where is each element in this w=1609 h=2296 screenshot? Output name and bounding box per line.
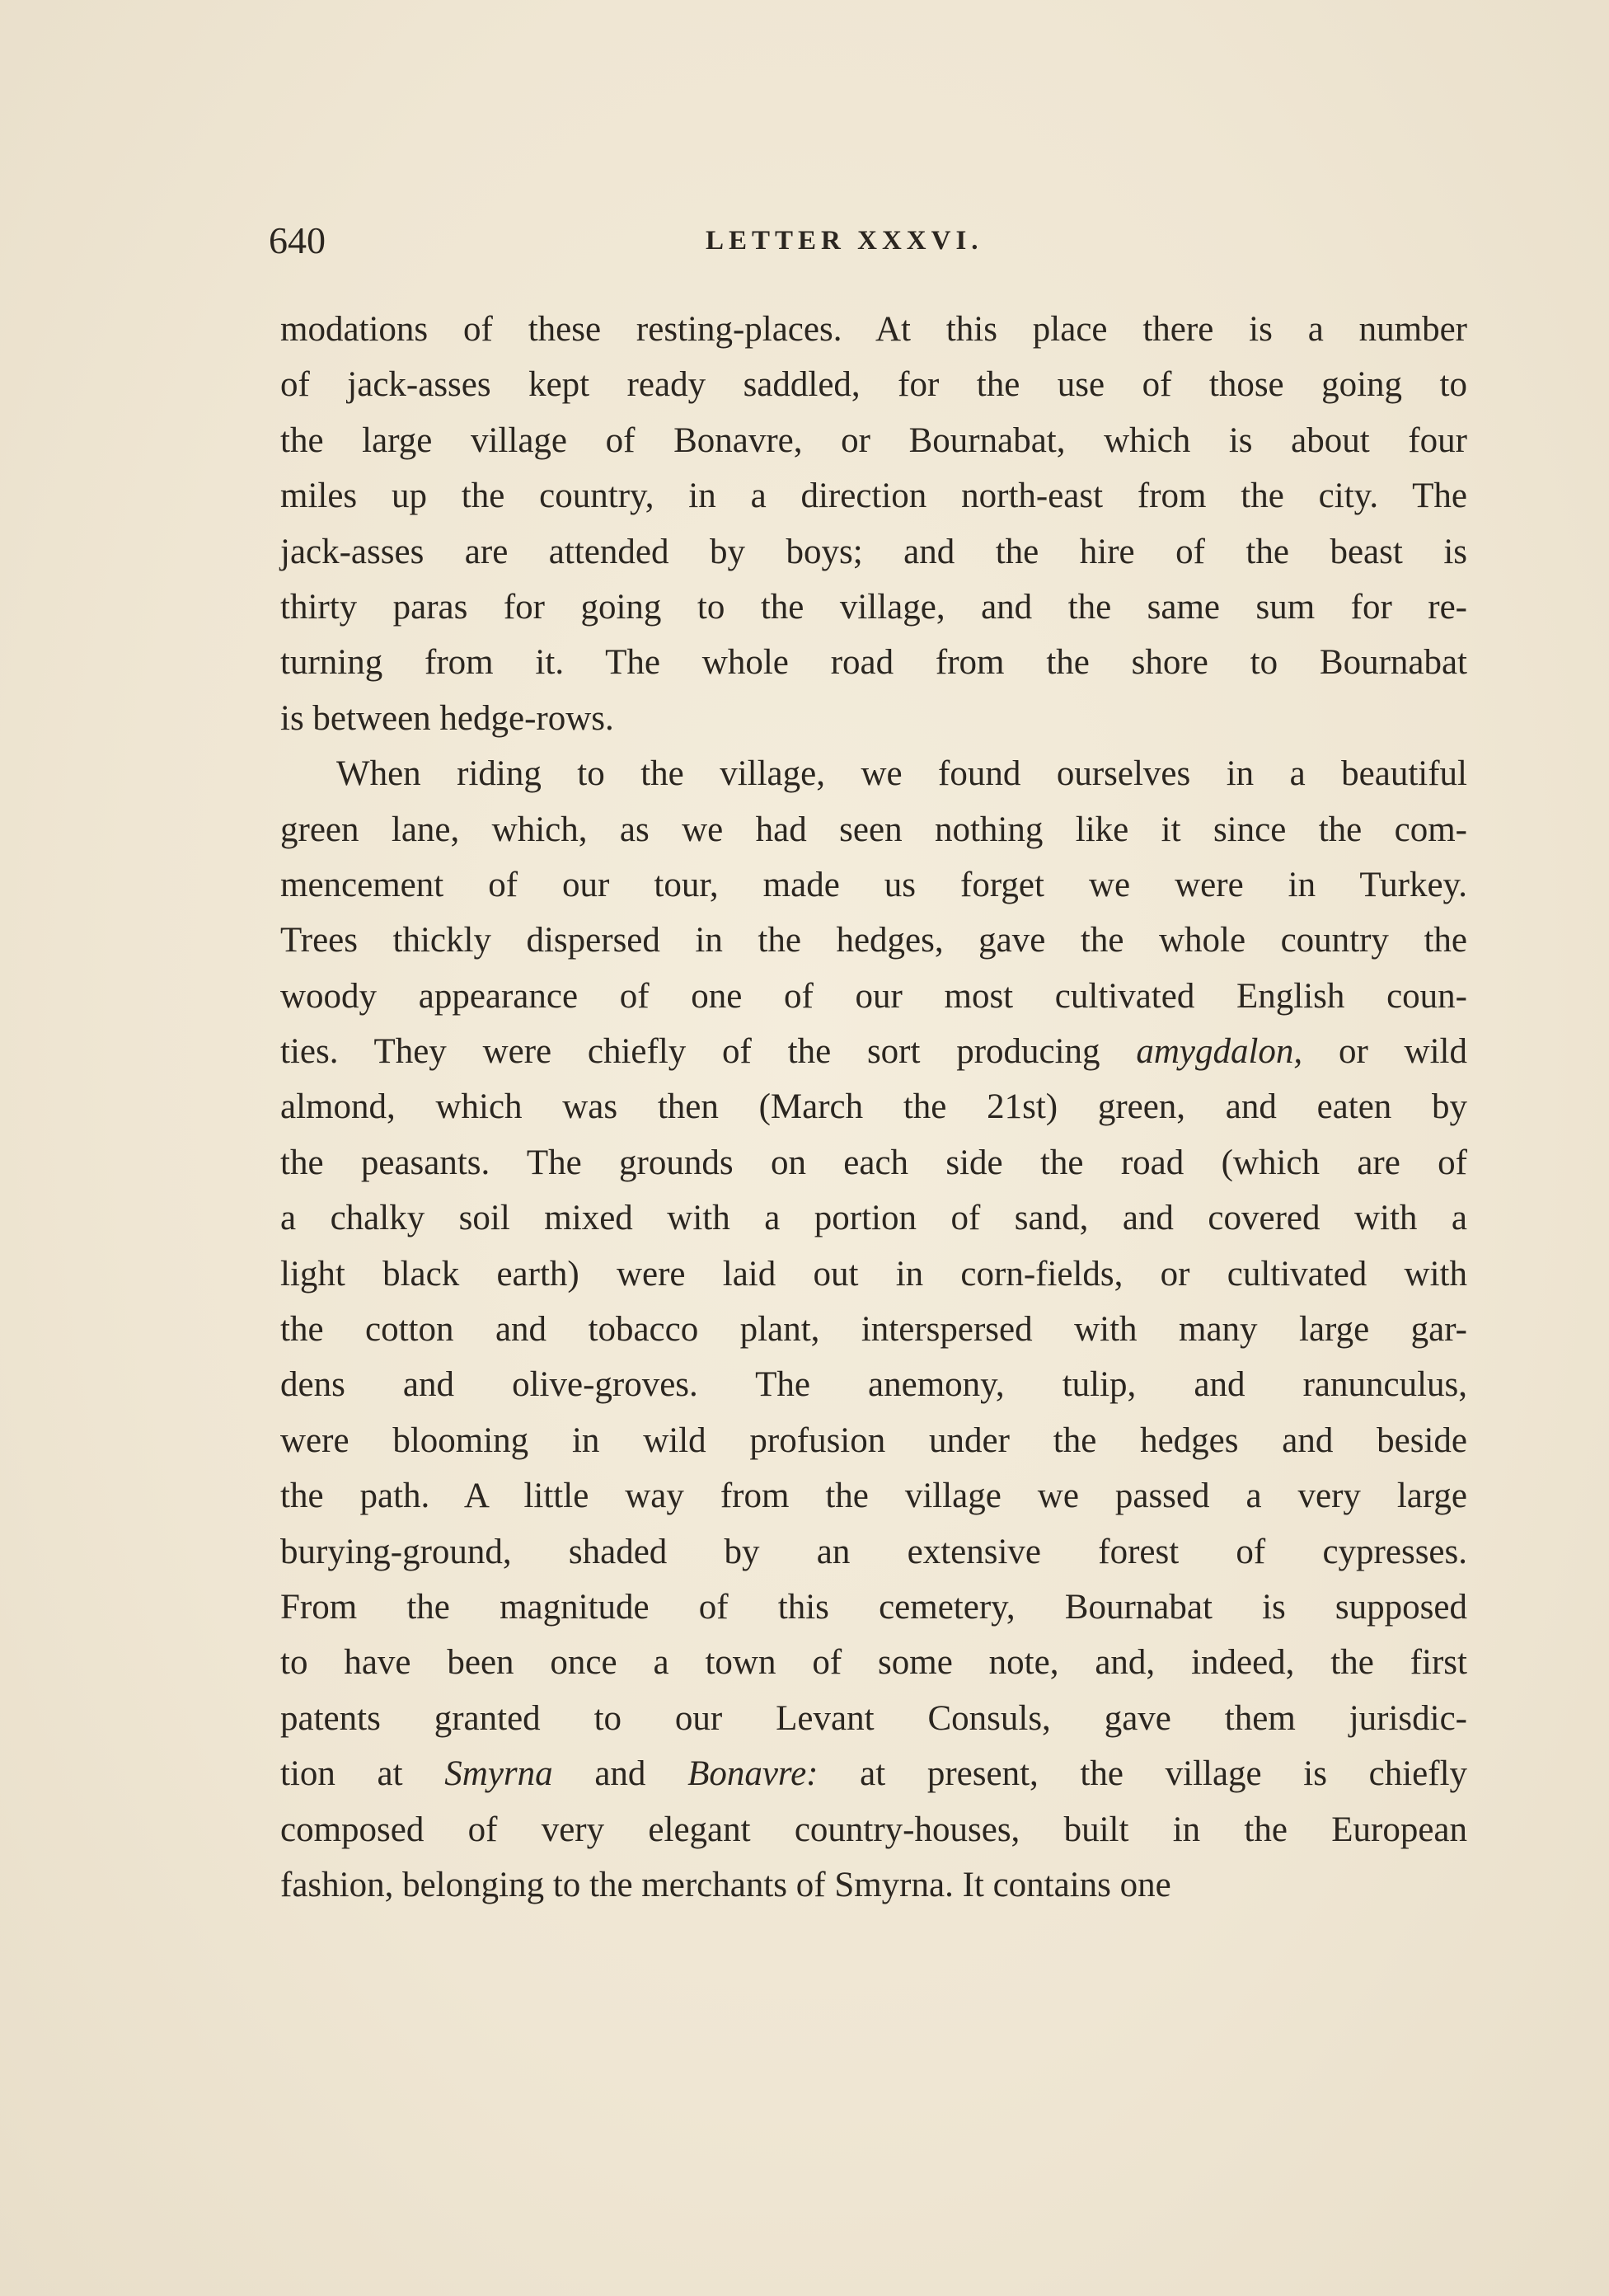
page-header	[269, 216, 1464, 265]
text-line: thirty paras for going to the village, and the same sum for re-	[280, 587, 1467, 627]
text-segment: and	[594, 1754, 646, 1794]
italic-term: amygdalon,	[1136, 1032, 1303, 1072]
text-line: the peasants. The grounds on each side the road (which are of	[280, 1143, 1467, 1182]
text-line: Trees thickly dispersed in the hedges, gave the whole country the	[280, 921, 1467, 960]
text-line: From the magnitude of this cemetery, Bournabat is supposed	[280, 1587, 1467, 1627]
text-segment: at present, the village is chiefly	[860, 1754, 1468, 1794]
page-number: 640	[269, 219, 326, 261]
text-line: green lane, which, as we had seen nothing like it since the com-	[280, 810, 1467, 849]
text-line: turning from it. The whole road from the shore to Bournabat	[280, 643, 1467, 683]
text-line: burying-ground, shaded by an extensive forest of cypresses.	[280, 1532, 1467, 1571]
text-line: is between hedge-rows.	[280, 698, 614, 738]
text-line: modations of these resting-places. At this place there is a number	[280, 310, 1467, 349]
text-line-mixed	[280, 1024, 1467, 1079]
text-line: a chalky soil mixed with a portion of sand, and covered with a	[280, 1199, 1467, 1238]
text-line: light black earth) were laid out in corn-fields, or cultivated with	[280, 1254, 1467, 1294]
text-segment: or wild	[1338, 1032, 1468, 1072]
text-line: jack-asses are attended by boys; and the hire of the beast is	[280, 532, 1467, 571]
body-text	[280, 302, 1467, 1913]
text-line: composed of very elegant country-houses, built in the European	[280, 1810, 1467, 1849]
text-line: woody appearance of one of our most cultivated English coun-	[280, 976, 1467, 1016]
text-line: miles up the country, in a direction north-east from the city. The	[280, 477, 1467, 516]
text-line: the path. A little way from the village we passed a very large	[280, 1477, 1467, 1516]
running-head: LETTER XXXVI.	[706, 226, 983, 256]
text-line: almond, which was then (March the 21st) green, and eaten by	[280, 1087, 1467, 1127]
text-line: to have been once a town of some note, and, indeed, the first	[280, 1643, 1467, 1683]
text-line: the cotton and tobacco plant, interspersed with many large gar-	[280, 1310, 1467, 1350]
text-segment: tion at	[280, 1754, 403, 1794]
italic-place-name: Bonavre:	[687, 1754, 819, 1794]
text-segment: ties. They were chiefly of the sort producing	[280, 1032, 1100, 1072]
text-line: When riding to the village, we found ourselves in a beautiful	[336, 754, 1467, 794]
text-line-mixed	[280, 1746, 1467, 1801]
text-line: of jack-asses kept ready saddled, for the use of those going to	[280, 365, 1467, 405]
text-line: patents granted to our Levant Consuls, gave them jurisdic-	[280, 1698, 1467, 1738]
text-line: mencement of our tour, made us forget we were in Turkey.	[280, 865, 1467, 904]
text-line: were blooming in wild profusion under the hedges and beside	[280, 1420, 1467, 1460]
text-line: fashion, belonging to the merchants of Smyrna. It contains one	[280, 1865, 1171, 1904]
italic-place-name: Smyrna	[444, 1754, 553, 1794]
text-line: the large village of Bonavre, or Bournabat, which is about four	[280, 420, 1467, 460]
text-line: dens and olive-groves. The anemony, tulip, and ranunculus,	[280, 1365, 1467, 1405]
